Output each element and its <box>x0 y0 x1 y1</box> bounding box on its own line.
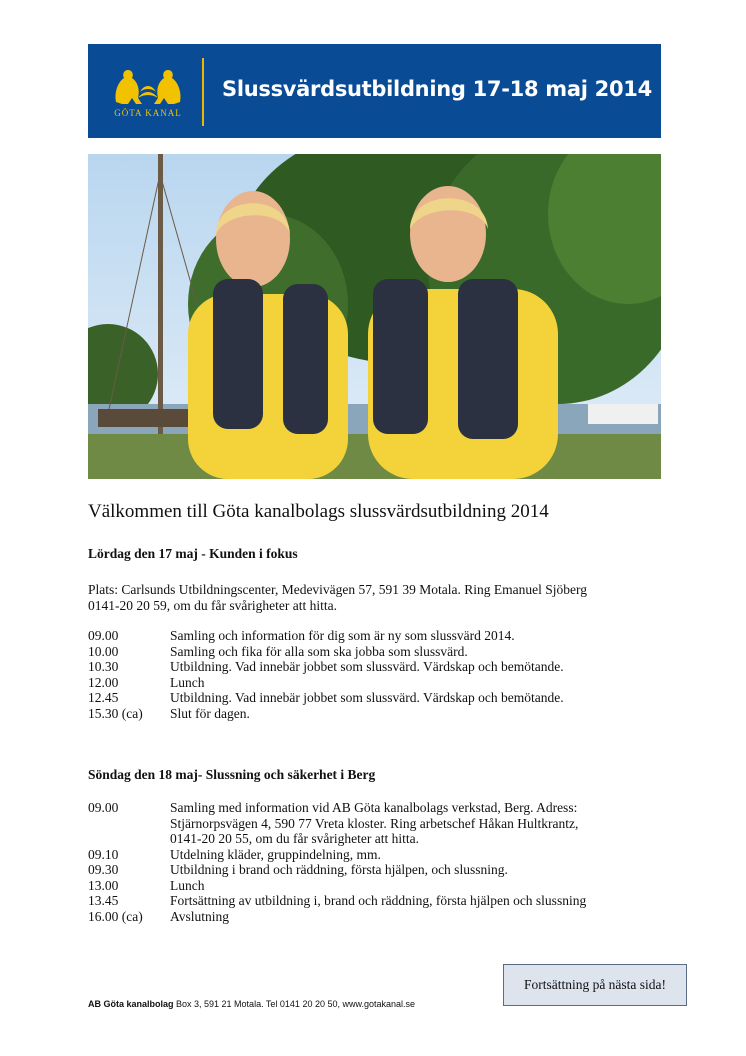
photo-two-lock-keepers <box>88 154 661 479</box>
schedule-row <box>88 862 668 878</box>
schedule-row <box>88 816 668 832</box>
schedule-time: 09.00 <box>88 800 119 815</box>
schedule-time: 10.30 <box>88 659 119 674</box>
schedule-text: Lunch <box>170 674 205 690</box>
footer-details: Box 3, 591 21 Motala. Tel 0141 20 20 50, www.gotakanal.se <box>173 999 416 1009</box>
schedule-row <box>88 847 668 863</box>
banner-title: Slussvärdsutbildning 17-18 maj 2014 <box>222 77 652 101</box>
schedule-time: 10.00 <box>88 643 119 659</box>
banner-divider <box>202 58 204 126</box>
schedule-row <box>88 628 668 644</box>
schedule-text: Fortsättning av utbildning i, brand och räddning, första hjälpen och slussning <box>170 893 587 908</box>
schedule-text: Utbildning i brand och räddning, första hjälpen, och slussning. <box>170 862 508 877</box>
schedule-row <box>88 706 668 722</box>
day1-place-line1: Plats: Carlsunds Utbildningscenter, Medevivägen 57, 591 39 Motala. Ring Emanuel Sjöberg <box>88 582 588 597</box>
schedule-text: 0141-20 20 55, om du får svårigheter att hitta. <box>170 831 419 846</box>
schedule-time: 12.00 <box>88 674 119 690</box>
day1-title: Lördag den 17 maj - Kunden i fokus <box>88 546 298 561</box>
schedule-row <box>88 690 668 706</box>
next-page-text: Fortsättning på nästa sida! <box>523 977 667 992</box>
day2-title: Söndag den 18 maj- Slussning och säkerhet i Berg <box>88 767 376 782</box>
day1-place <box>88 582 658 613</box>
schedule-time <box>88 816 170 832</box>
schedule-time: 15.30 (ca) <box>88 705 143 721</box>
schedule-text: Stjärnorpsvägen 4, 590 77 Vreta kloster. Ring arbetschef Håkan Hultkrantz, <box>170 815 579 831</box>
logo-text: GÖTA KANAL <box>114 108 182 118</box>
schedule-row <box>88 800 668 816</box>
schedule-time: 16.00 (ca) <box>88 908 143 924</box>
schedule-time: 13.00 <box>88 877 119 893</box>
schedule-row <box>88 659 668 675</box>
schedule-text: Lunch <box>170 877 205 893</box>
schedule-time: 09.10 <box>88 846 119 862</box>
day2-schedule <box>88 800 668 924</box>
footer <box>88 999 415 1009</box>
schedule-text: Avslutning <box>170 908 230 924</box>
schedule-text: Utbildning. Vad innebär jobbet som slussvärd. Värdskap och bemötande. <box>170 690 564 705</box>
day1-schedule <box>88 628 668 721</box>
schedule-text: Samling och fika för alla som ska jobba som slussvärd. <box>170 643 468 659</box>
schedule-text: Samling och information för dig som är ny som slussvärd 2014. <box>170 628 515 643</box>
schedule-row <box>88 675 668 691</box>
schedule-text: Utbildning. Vad innebär jobbet som slussvärd. Värdskap och bemötande. <box>170 659 564 674</box>
day1-place-line2: 0141-20 20 59, om du får svårigheter att hitta. <box>88 597 337 613</box>
header-banner <box>88 44 661 138</box>
schedule-row <box>88 831 668 847</box>
schedule-text: Samling med information vid AB Göta kanalbolags verkstad, Berg. Adress: <box>170 800 578 815</box>
schedule-row <box>88 909 668 925</box>
schedule-time: 13.45 <box>88 893 119 908</box>
schedule-time <box>88 831 170 847</box>
schedule-time: 09.30 <box>88 862 119 877</box>
schedule-time: 09.00 <box>88 628 119 643</box>
welcome-heading: Välkommen till Göta kanalbolags slussvärdsutbildning 2014 <box>88 501 549 522</box>
schedule-text: Utdelning kläder, gruppindelning, mm. <box>170 846 381 862</box>
schedule-row <box>88 893 668 909</box>
schedule-row <box>88 644 668 660</box>
next-page-note <box>503 964 687 1006</box>
schedule-time: 12.45 <box>88 690 119 705</box>
footer-company: AB Göta kanalbolag <box>88 999 174 1009</box>
schedule-text: Slut för dagen. <box>170 705 250 721</box>
photo-illustration <box>88 154 661 479</box>
schedule-row <box>88 878 668 894</box>
